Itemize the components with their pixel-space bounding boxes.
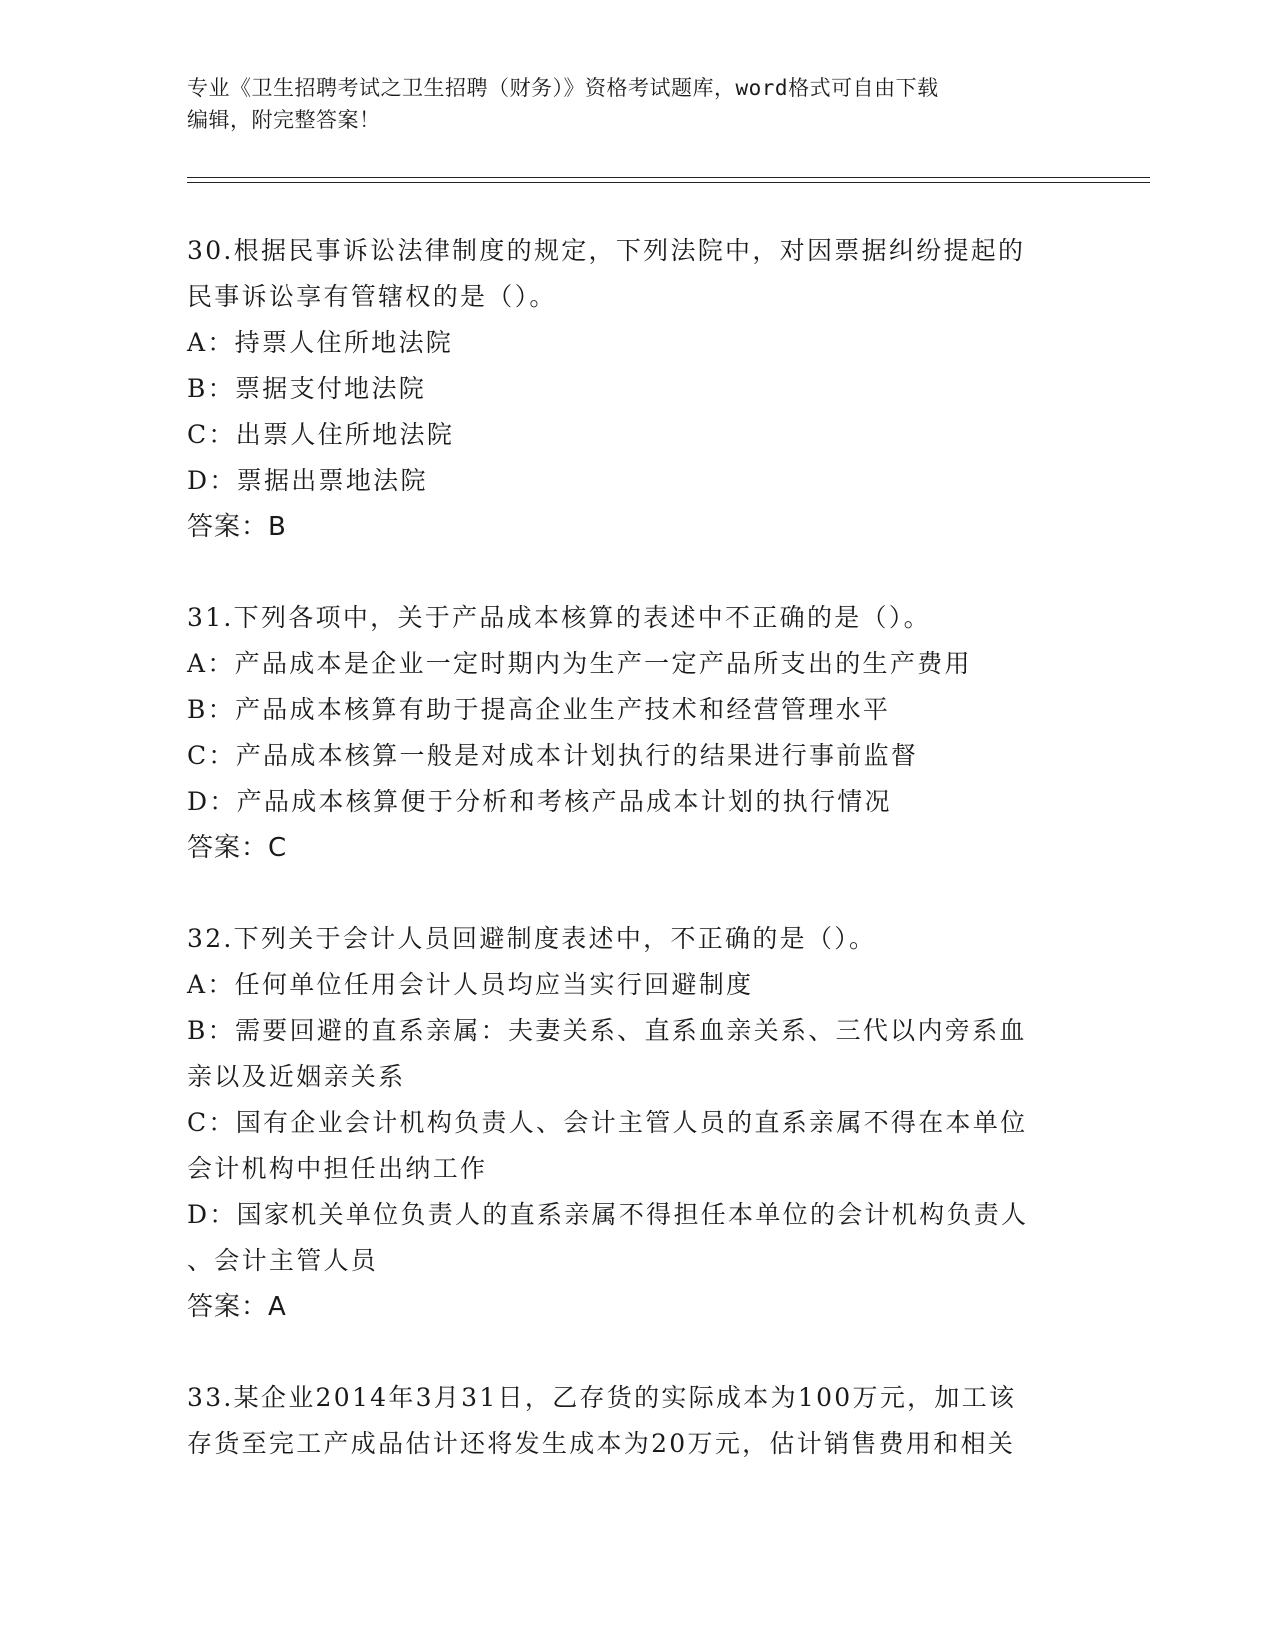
question-stem-line: 31.下列各项中，关于产品成本核算的表述中不正确的是（）。: [187, 603, 931, 632]
header-divider-top: [187, 177, 1150, 178]
question-spacer: [187, 1330, 1087, 1375]
answer-line: 答案：A: [187, 1292, 287, 1322]
document-header: [187, 72, 1087, 136]
question-spacer: [187, 550, 1087, 595]
option-a: A：任何单位任用会计人员均应当实行回避制度: [187, 970, 754, 999]
question-block: [187, 595, 1087, 871]
option-d: D：票据出票地法院: [187, 466, 428, 495]
option-c: C：国有企业会计机构负责人、会计主管人员的直系亲属不得在本单位: [187, 1108, 1028, 1137]
question-stem-line: 33.某企业2014年3月31日，乙存货的实际成本为100万元，加工该: [187, 1383, 1017, 1412]
question-list: [187, 228, 1087, 1467]
header-line-2: 编辑，附完整答案！: [187, 108, 381, 132]
option-b: B：产品成本核算有助于提高企业生产技术和经营管理水平: [187, 695, 891, 724]
question-block: [187, 1375, 1087, 1467]
header-divider-bottom: [187, 182, 1150, 183]
question-block: [187, 228, 1087, 550]
option-b-continued: 亲以及近姻亲关系: [187, 1062, 406, 1091]
option-d-continued: 、会计主管人员: [187, 1246, 379, 1275]
question-stem-line: 32.下列关于会计人员回避制度表述中，不正确的是（）。: [187, 924, 877, 953]
option-c: C：出票人住所地法院: [187, 420, 455, 449]
option-a: A：产品成本是企业一定时期内为生产一定产品所支出的生产费用: [187, 649, 972, 678]
answer-line: 答案：B: [187, 512, 287, 542]
question-stem-line: 存货至完工产成品估计还将发生成本为20万元，估计销售费用和相关: [187, 1429, 1016, 1458]
answer-line: 答案：C: [187, 833, 288, 863]
question-stem-line: 30.根据民事诉讼法律制度的规定，下列法院中，对因票据纠纷提起的: [187, 236, 1026, 265]
option-b: B：需要回避的直系亲属：夫妻关系、直系血亲关系、三代以内旁系血: [187, 1016, 1027, 1045]
question-spacer: [187, 871, 1087, 916]
header-line-1: 专业《卫生招聘考试之卫生招聘（财务）》资格考试题库，word格式可自由下载: [187, 76, 939, 100]
option-c-continued: 会计机构中担任出纳工作: [187, 1154, 488, 1183]
question-block: [187, 916, 1087, 1330]
question-stem-line: 民事诉讼享有管辖权的是（）。: [187, 282, 557, 311]
option-d: D：国家机关单位负责人的直系亲属不得担任本单位的会计机构负责人: [187, 1200, 1029, 1229]
option-b: B：票据支付地法院: [187, 374, 427, 403]
option-a: A：持票人住所地法院: [187, 328, 454, 357]
option-c: C：产品成本核算一般是对成本计划执行的结果进行事前监督: [187, 741, 919, 770]
option-d: D：产品成本核算便于分析和考核产品成本计划的执行情况: [187, 787, 892, 816]
